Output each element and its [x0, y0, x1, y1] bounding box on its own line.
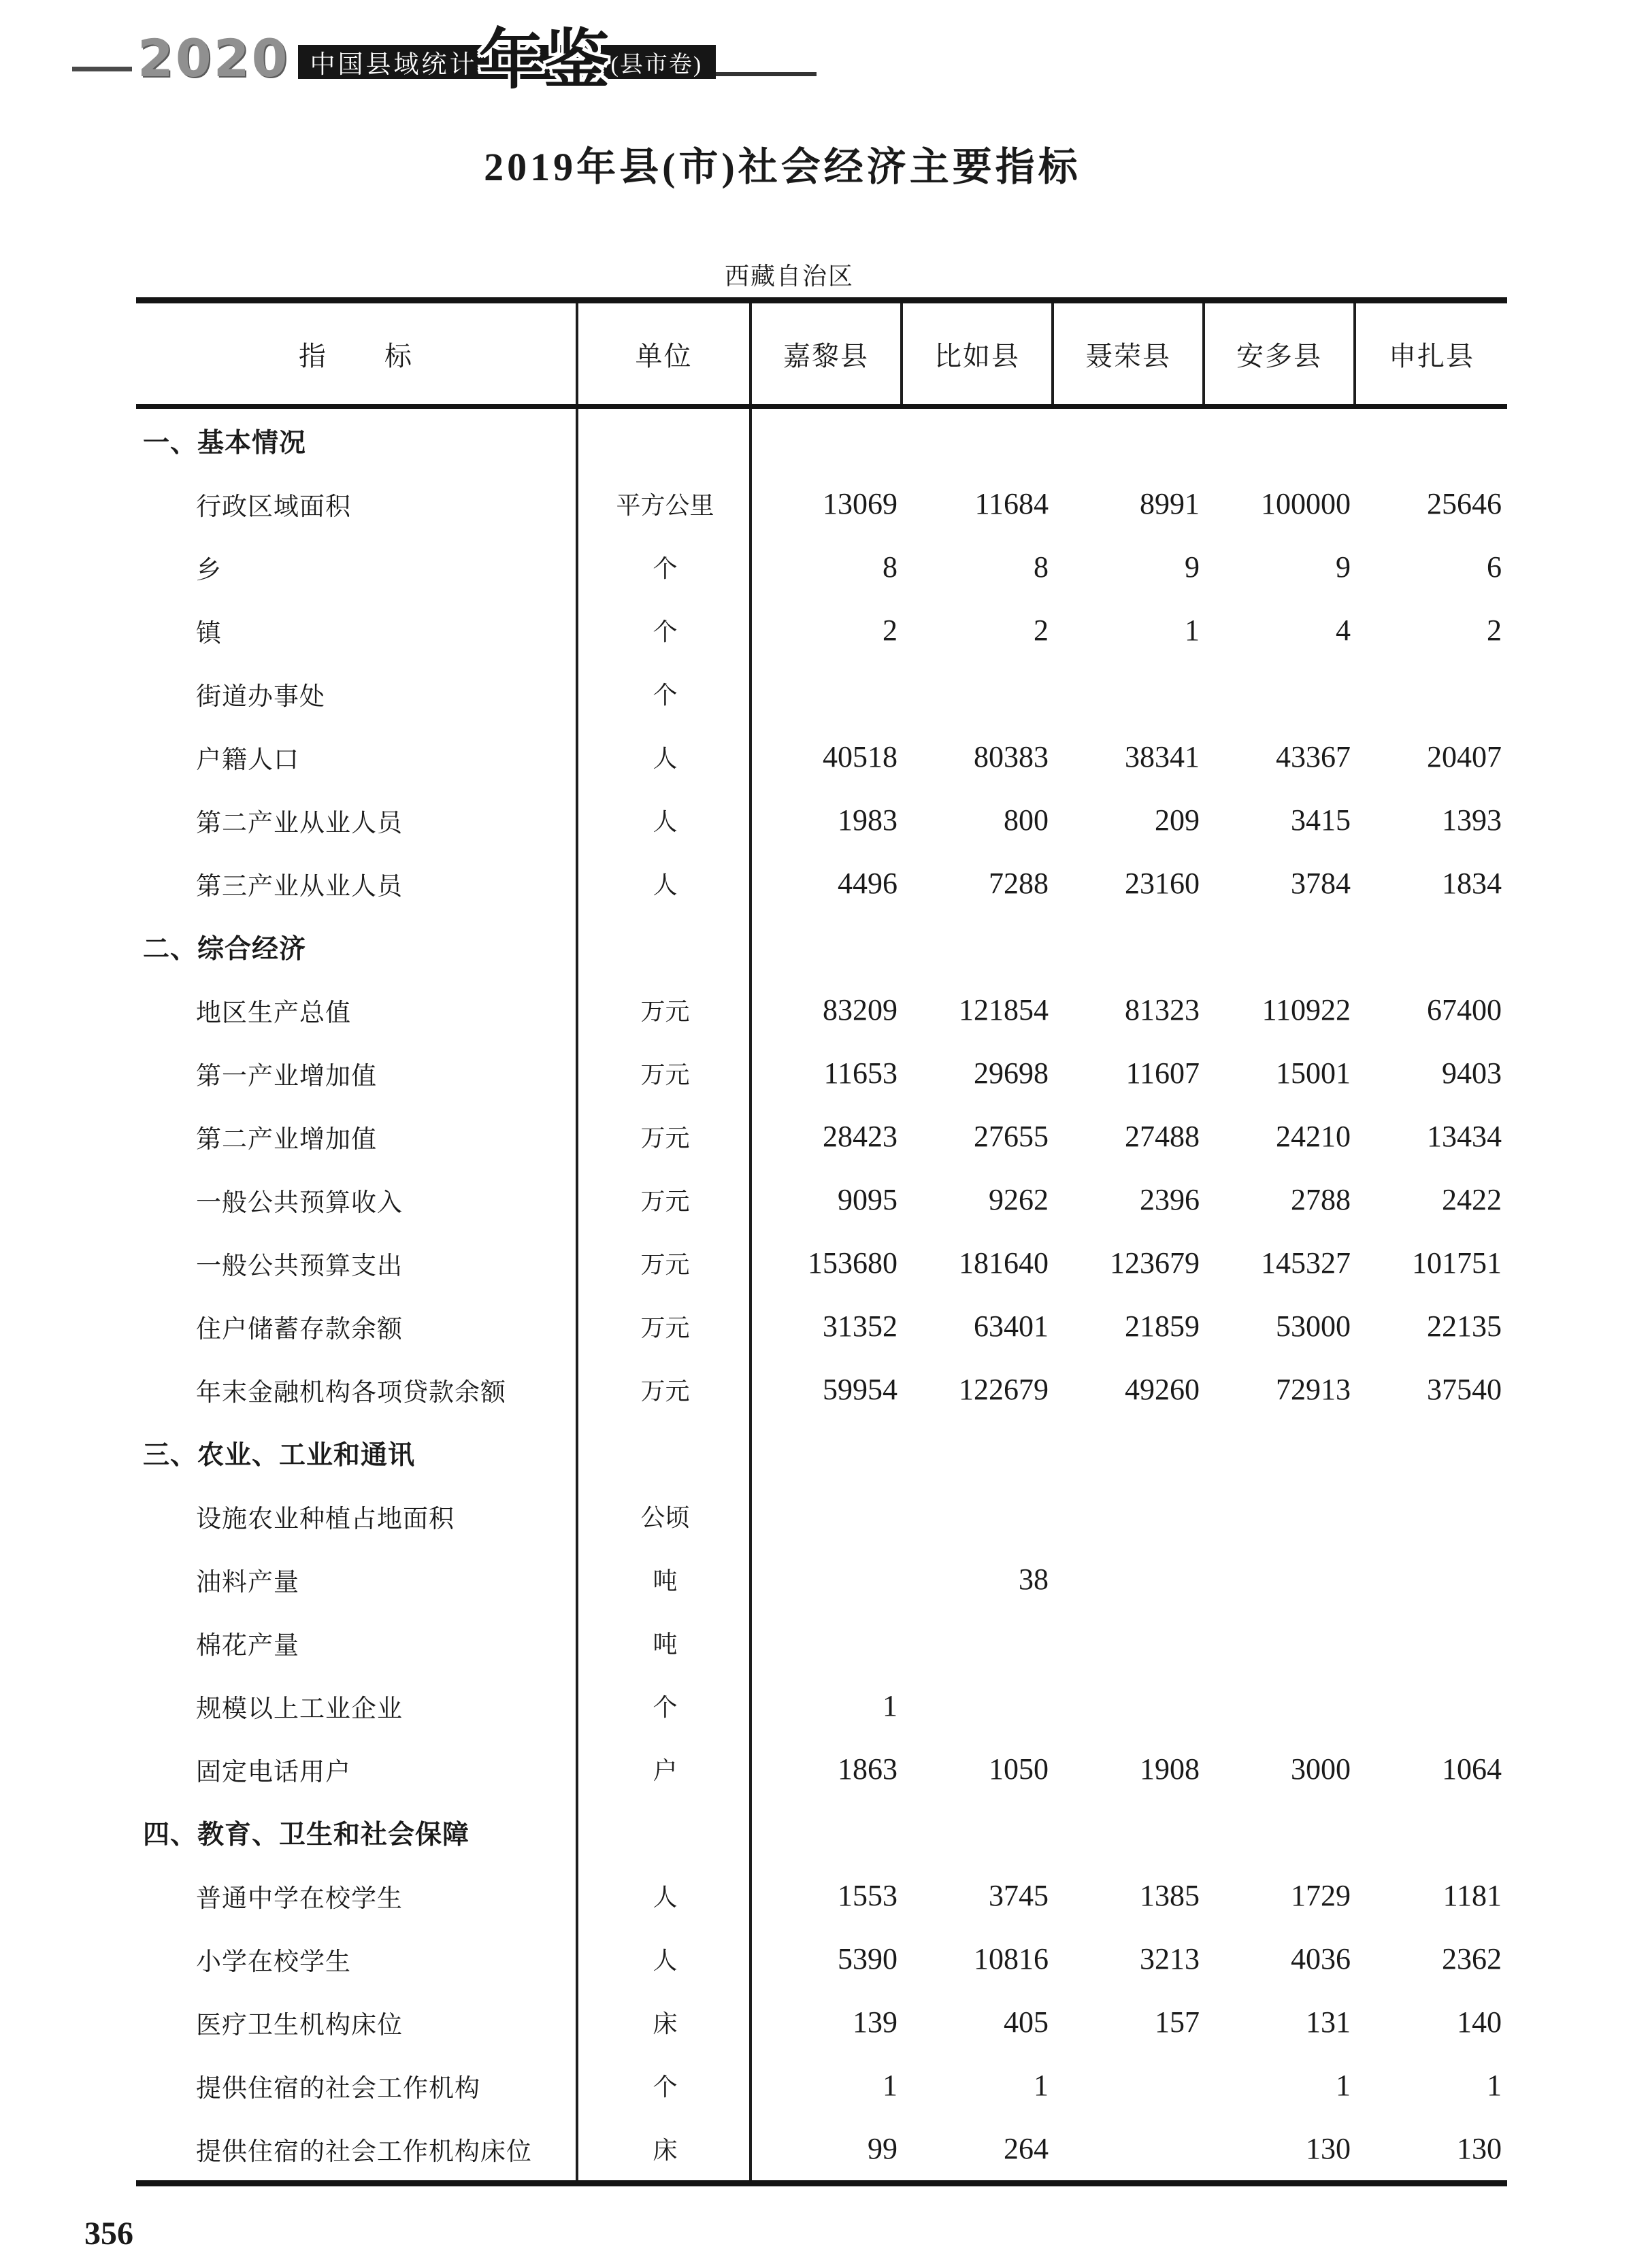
value-cell: 21859 [1125, 1310, 1200, 1343]
value-cell: 9 [1336, 550, 1351, 584]
value-cell [1054, 1611, 1205, 1674]
value-cell: 110922 [1262, 993, 1351, 1027]
indicator-cell: 乡 [196, 556, 222, 584]
indicator-cell: 镇 [196, 619, 222, 648]
value-cell: 181640 [959, 1246, 1049, 1280]
table-row [136, 1105, 1507, 1168]
value-cell: 49260 [1125, 1373, 1200, 1406]
value-cell [1205, 1611, 1356, 1674]
unit-cell: 床 [653, 2010, 678, 2037]
value-cell: 100000 [1261, 487, 1351, 520]
page-title: 2019年县(市)社会经济主要指标 [484, 145, 1081, 189]
table-row [136, 978, 1507, 1041]
value-cell: 13434 [1427, 1120, 1502, 1153]
unit-cell: 人 [653, 1947, 678, 1974]
value-cell: 72913 [1276, 1373, 1351, 1406]
value-cell: 4036 [1291, 1942, 1351, 1975]
value-cell: 209 [1155, 803, 1200, 837]
table-body [136, 409, 1507, 2180]
value-cell: 11653 [823, 1056, 897, 1090]
county-header-1: 嘉黎县 [752, 303, 903, 404]
value-cell [903, 1674, 1054, 1737]
value-cell: 40518 [823, 740, 897, 773]
value-cell: 1 [1034, 2069, 1049, 2102]
value-cell: 1385 [1140, 1879, 1200, 1912]
section-row [136, 1801, 1507, 1864]
indicator-cell: 普通中学在校学生 [196, 1884, 403, 1913]
value-cell: 2 [1487, 614, 1502, 647]
table-header-row [136, 303, 1507, 409]
value-cell: 80383 [974, 740, 1049, 773]
logo-left-rule [72, 67, 132, 71]
section-label: 三、农业、工业和通讯 [143, 1440, 416, 1470]
unit-cell: 万元 [640, 1314, 690, 1341]
table-row [136, 1990, 1507, 2054]
county-header-5: 申扎县 [1389, 340, 1475, 371]
value-cell: 2 [883, 614, 897, 647]
value-cell: 81323 [1125, 993, 1200, 1027]
section-label: 四、教育、卫生和社会保障 [143, 1820, 470, 1850]
table-row [136, 1358, 1507, 1421]
indicator-cell: 固定电话用户 [196, 1758, 351, 1786]
value-cell: 27655 [974, 1120, 1049, 1153]
unit-cell: 万元 [640, 1061, 690, 1088]
value-cell: 4496 [838, 867, 897, 900]
table-row [136, 1864, 1507, 1927]
logo-black-bar [298, 24, 716, 97]
unit-cell: 吨 [653, 1631, 678, 1658]
section-label: 一、基本情况 [143, 428, 307, 458]
value-cell: 153680 [808, 1246, 897, 1280]
value-cell [1054, 1484, 1205, 1548]
indicator-cell: 设施农业种植占地面积 [196, 1505, 455, 1533]
value-cell: 139 [853, 2005, 897, 2039]
value-cell: 3745 [989, 1879, 1049, 1912]
value-cell: 122679 [959, 1373, 1049, 1406]
table-row [136, 1927, 1507, 1990]
table-row [136, 1737, 1507, 1801]
value-cell: 7288 [989, 867, 1049, 900]
value-cell [1054, 662, 1205, 725]
value-cell: 20407 [1427, 740, 1502, 773]
value-cell: 2396 [1140, 1183, 1200, 1216]
table-row [136, 472, 1507, 535]
table-row [136, 1168, 1507, 1231]
unit-cell: 人 [653, 871, 678, 899]
indicator-cell: 第二产业增加值 [196, 1125, 377, 1154]
value-cell: 1 [883, 1689, 897, 1722]
unit-cell: 万元 [640, 1251, 690, 1278]
value-cell: 3213 [1140, 1942, 1200, 1975]
indicator-cell: 年末金融机构各项贷款余额 [196, 1378, 506, 1407]
logo-right-rule [716, 72, 817, 76]
value-cell: 9403 [1442, 1056, 1502, 1090]
value-cell: 23160 [1125, 867, 1200, 900]
value-cell: 2362 [1442, 1942, 1502, 1975]
table-row [136, 1611, 1507, 1674]
value-cell [903, 1484, 1054, 1548]
value-cell: 145327 [1261, 1246, 1351, 1280]
value-cell: 63401 [974, 1310, 1049, 1343]
value-cell: 3000 [1291, 1752, 1351, 1786]
unit-header-cell: 单位 [578, 303, 752, 404]
value-cell: 24210 [1276, 1120, 1351, 1153]
table-row [136, 2117, 1507, 2180]
indicator-cell: 第二产业从业人员 [196, 809, 403, 837]
value-cell [1205, 1548, 1356, 1611]
value-cell: 1908 [1140, 1752, 1200, 1786]
value-cell: 67400 [1427, 993, 1502, 1027]
table-row [136, 1041, 1507, 1105]
indicator-cell: 行政区域面积 [196, 493, 351, 521]
unit-cell: 万元 [640, 1124, 690, 1152]
value-cell: 4 [1336, 614, 1351, 647]
value-cell: 1064 [1442, 1752, 1502, 1786]
value-cell: 1 [1185, 614, 1200, 647]
value-cell: 25646 [1427, 487, 1502, 520]
value-cell: 8991 [1140, 487, 1200, 520]
section-label: 二、综合经济 [143, 934, 307, 964]
table-row [136, 1231, 1507, 1295]
unit-cell: 个 [653, 2073, 678, 2101]
county-header-4: 安多县 [1205, 303, 1356, 404]
unit-cell: 万元 [640, 1378, 690, 1405]
table-row [136, 535, 1507, 599]
county-header-3: 聂荣县 [1054, 303, 1205, 404]
unit-cell: 万元 [640, 998, 690, 1025]
value-cell: 9095 [838, 1183, 897, 1216]
table-row [136, 1484, 1507, 1548]
unit-cell: 吨 [653, 1567, 678, 1595]
value-cell: 1729 [1291, 1879, 1351, 1912]
indicator-cell: 户籍人口 [196, 746, 299, 774]
value-cell [1356, 662, 1507, 725]
indicator-cell: 规模以上工业企业 [196, 1695, 403, 1723]
value-cell [1054, 2054, 1205, 2117]
yearbook-logo [72, 24, 817, 97]
value-cell: 43367 [1276, 740, 1351, 773]
unit-cell: 人 [653, 1884, 678, 1911]
indicator-cell: 第三产业从业人员 [196, 872, 403, 901]
value-cell [1356, 1548, 1507, 1611]
value-cell: 131 [1306, 2005, 1351, 2039]
section-row [136, 915, 1507, 978]
unit-cell: 个 [653, 618, 678, 646]
value-cell [752, 1548, 903, 1611]
indicator-cell: 一般公共预算收入 [196, 1188, 403, 1217]
value-cell: 15001 [1276, 1056, 1351, 1090]
value-cell: 2422 [1442, 1183, 1502, 1216]
value-cell: 1863 [838, 1752, 897, 1786]
value-cell [1205, 1674, 1356, 1737]
value-cell [1356, 1674, 1507, 1737]
value-cell: 1393 [1442, 803, 1502, 837]
value-cell: 3415 [1291, 803, 1351, 837]
indicator-cell: 住户储蓄存款余额 [196, 1315, 403, 1344]
value-cell [752, 1484, 903, 1548]
indicator-cell: 油料产量 [196, 1568, 299, 1597]
unit-cell: 床 [653, 2137, 678, 2164]
value-cell: 9262 [989, 1183, 1049, 1216]
unit-cell: 人 [653, 745, 678, 772]
value-cell: 1983 [838, 803, 897, 837]
value-cell [1356, 1611, 1507, 1674]
section-row [136, 1421, 1507, 1484]
value-cell [1205, 662, 1356, 725]
value-cell: 405 [1004, 2005, 1049, 2039]
value-cell [752, 1611, 903, 1674]
indicator-cell: 提供住宿的社会工作机构床位 [196, 2137, 532, 2166]
value-cell: 22135 [1427, 1310, 1502, 1343]
value-cell [1054, 1674, 1205, 1737]
table-row [136, 2054, 1507, 2117]
value-cell [752, 662, 903, 725]
value-cell: 13069 [823, 487, 897, 520]
indicator-header-cell: 指 标 [136, 303, 578, 404]
indicator-cell: 小学在校学生 [196, 1948, 351, 1976]
indicator-cell: 街道办事处 [196, 682, 325, 711]
indicator-cell: 医疗卫生机构床位 [196, 2011, 403, 2039]
value-cell: 31352 [823, 1310, 897, 1343]
value-cell: 11684 [974, 487, 1049, 520]
value-cell: 1181 [1443, 1879, 1502, 1912]
value-cell: 9 [1185, 550, 1200, 584]
value-cell: 6 [1487, 550, 1502, 584]
value-cell: 11607 [1125, 1056, 1200, 1090]
value-cell: 130 [1457, 2132, 1502, 2165]
unit-cell: 个 [653, 1694, 678, 1721]
value-cell [1205, 1484, 1356, 1548]
unit-cell: 万元 [640, 1188, 690, 1215]
value-cell: 1050 [989, 1752, 1049, 1786]
unit-cell: 个 [653, 555, 678, 582]
table-row [136, 1295, 1507, 1358]
table-row [136, 662, 1507, 725]
logo-volume-label: (县市卷) [610, 52, 703, 78]
value-cell: 101751 [1412, 1246, 1502, 1280]
value-cell: 99 [868, 2132, 897, 2165]
unit-cell: 个 [653, 682, 678, 709]
value-cell: 29698 [974, 1056, 1049, 1090]
value-cell: 140 [1457, 2005, 1502, 2039]
value-cell: 83209 [823, 993, 897, 1027]
value-cell: 5390 [838, 1942, 897, 1975]
value-cell: 123679 [1110, 1246, 1200, 1280]
table-row [136, 1674, 1507, 1737]
value-cell: 38 [1019, 1563, 1049, 1596]
unit-cell: 公顷 [640, 1504, 690, 1531]
logo-emblem-calligraphy: 年鉴 [478, 24, 610, 97]
value-cell: 121854 [959, 993, 1049, 1027]
value-cell: 8 [883, 550, 897, 584]
table-row [136, 788, 1507, 852]
value-cell: 1834 [1442, 867, 1502, 900]
value-cell: 10816 [974, 1942, 1049, 1975]
value-cell: 2 [1034, 614, 1049, 647]
value-cell: 264 [1004, 2132, 1049, 2165]
table-row [136, 725, 1507, 788]
indicator-column-divider [576, 409, 578, 2180]
value-cell [903, 662, 1054, 725]
logo-series-title: 中国县域统计 [310, 51, 478, 79]
unit-cell: 人 [653, 808, 678, 835]
value-cell: 53000 [1276, 1310, 1351, 1343]
value-cell [903, 1611, 1054, 1674]
table-row [136, 599, 1507, 662]
value-cell: 2788 [1291, 1183, 1351, 1216]
value-cell: 1553 [838, 1879, 897, 1912]
unit-column-divider [749, 409, 752, 2180]
indicator-cell: 棉花产量 [196, 1631, 299, 1660]
county-header-2: 比如县 [903, 303, 1054, 404]
value-cell: 3784 [1291, 867, 1351, 900]
value-cell: 59954 [823, 1373, 897, 1406]
page-number: 356 [84, 2216, 133, 2252]
value-cell: 37540 [1427, 1373, 1502, 1406]
value-cell: 157 [1155, 2005, 1200, 2039]
value-cell: 27488 [1125, 1120, 1200, 1153]
value-cell: 1 [1487, 2069, 1502, 2102]
value-cell: 8 [1034, 550, 1049, 584]
value-cell: 38341 [1125, 740, 1200, 773]
value-cell: 1 [1336, 2069, 1351, 2102]
value-cell: 130 [1306, 2132, 1351, 2165]
value-cell: 1 [883, 2069, 897, 2102]
value-cell: 28423 [823, 1120, 897, 1153]
indicator-cell: 地区生产总值 [196, 999, 351, 1027]
indicator-cell: 第一产业增加值 [196, 1062, 377, 1090]
value-cell: 800 [1004, 803, 1049, 837]
region-subtitle: 西藏自治区 [724, 263, 854, 290]
section-row [136, 409, 1507, 472]
indicator-cell: 提供住宿的社会工作机构 [196, 2074, 480, 2103]
table-row [136, 852, 1507, 915]
statistics-table [136, 297, 1507, 2186]
indicator-cell: 一般公共预算支出 [196, 1252, 403, 1280]
unit-cell: 平方公里 [616, 492, 714, 519]
value-cell [1054, 2117, 1205, 2180]
unit-cell: 户 [653, 1757, 678, 1784]
value-cell [1054, 1548, 1205, 1611]
value-cell [1356, 1484, 1507, 1548]
table-row [136, 1548, 1507, 1611]
logo-year: 2020 [137, 28, 290, 88]
